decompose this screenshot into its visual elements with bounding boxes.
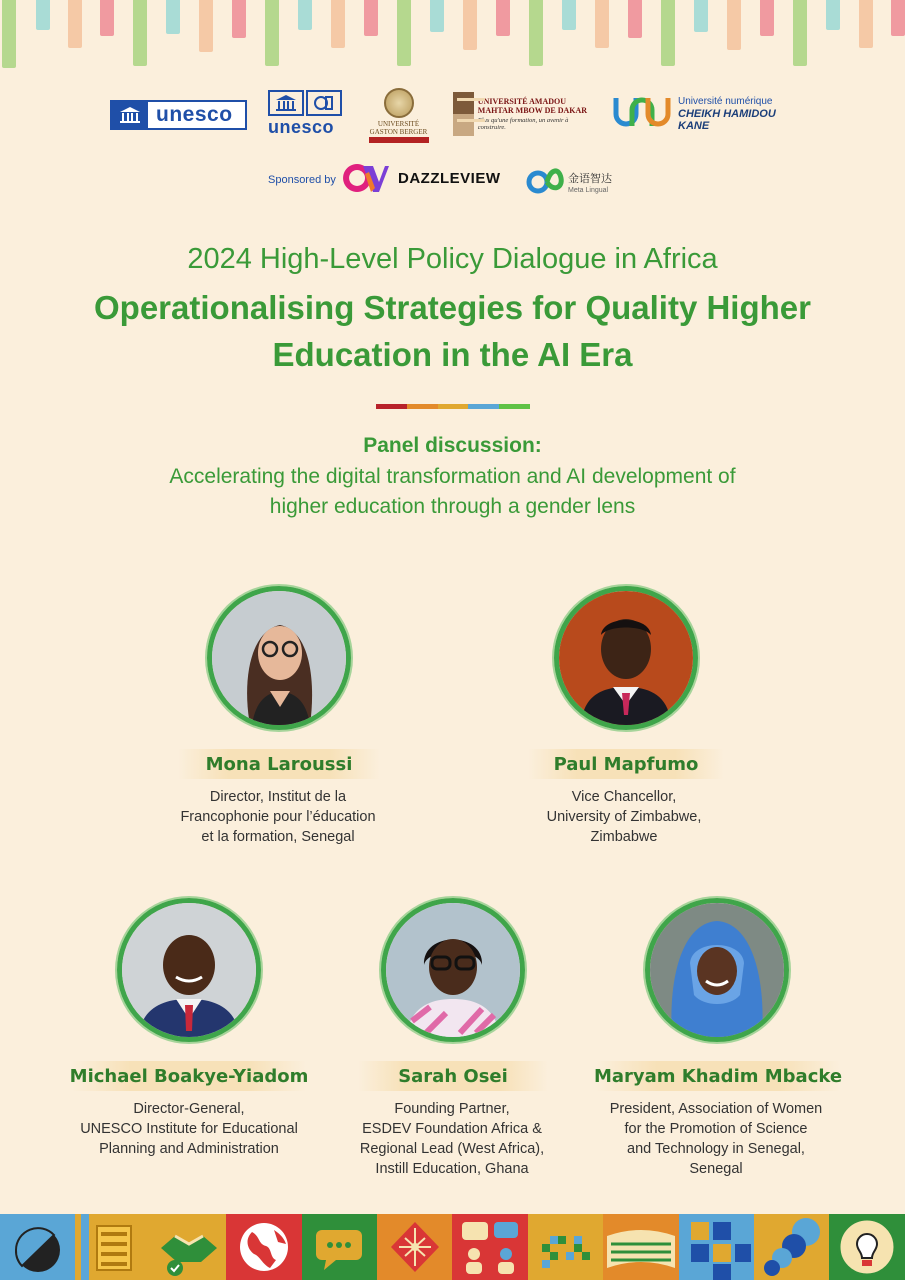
- speaker-role-line: Founding Partner,: [394, 1101, 510, 1117]
- metalingual-mark-icon: [526, 162, 566, 196]
- speaker-role-line: and Technology in Senegal,: [627, 1141, 805, 1157]
- speaker-role: [328, 1099, 576, 1179]
- speaker-role-line: Francophonie pour l’éducation: [180, 809, 376, 825]
- speaker-role: [160, 787, 396, 847]
- speaker-role-line: Director-General,: [133, 1101, 245, 1117]
- speaker-role-line: Planning and Administration: [99, 1141, 279, 1157]
- event-title-line2: Education in the AI Era: [272, 336, 633, 373]
- ucad-name: UNIVERSITÉ AMADOU MAHTAR MBOW DE DAKAR: [477, 97, 588, 115]
- speaker-name: Michael Boakye-Yiadom: [69, 1065, 309, 1087]
- speaker-name: Maryam Khadim Mbacke: [593, 1065, 843, 1087]
- speaker-name-band: [528, 749, 724, 779]
- unesco-temple-icon: [112, 102, 148, 128]
- speaker-name-band: [358, 1061, 548, 1091]
- uncam-logo: [612, 94, 782, 134]
- pixel-icon: [528, 1214, 603, 1280]
- speaker-name-band: [69, 1061, 309, 1091]
- speaker-role: [588, 1099, 844, 1179]
- telescope-icon: [754, 1214, 829, 1280]
- speaker-role-line: Vice Chancellor,: [571, 789, 677, 805]
- speaker-role-line: University of Zimbabwe,: [546, 809, 702, 825]
- metalingual-cn: 金语智达: [568, 173, 612, 185]
- speaker-role-line: Instill Education, Ghana: [375, 1161, 529, 1177]
- speaker-role-line: President, Association of Women: [609, 1101, 823, 1117]
- speaker-name: Paul Mapfumo: [553, 753, 699, 775]
- speaker-role-line: Director, Institut de la: [209, 789, 347, 805]
- panel-heading: Panel discussion:: [363, 434, 542, 457]
- speaker-name-band: [593, 1061, 843, 1091]
- speaker-role: [506, 787, 742, 847]
- book-icon: [603, 1214, 678, 1280]
- speaker-name: Sarah Osei: [398, 1065, 508, 1087]
- bottom-icon-strip: [0, 1214, 905, 1280]
- uncam-mark-icon: [612, 92, 674, 137]
- speaker-role-line: Regional Lead (West Africa),: [359, 1141, 545, 1157]
- ugb-name: UNIVERSITÉ GASTON BERGER: [369, 120, 428, 136]
- panel-topic-line1: Accelerating the digital transformation and AI development of: [169, 465, 736, 488]
- speaker-role-line: et la formation, Senegal: [201, 829, 355, 845]
- ucad-logo: [453, 90, 593, 138]
- iiep-emblem-icon: [306, 90, 342, 116]
- metalingual-en: Meta Lingual: [568, 187, 609, 194]
- speaker-role-line: Zimbabwe: [590, 829, 658, 845]
- top-stripes-decoration: [0, 0, 905, 70]
- lightbulb-icon: [829, 1214, 904, 1280]
- sponsor-row: [268, 158, 628, 198]
- speaker-role-line: UNESCO Institute for Educational: [80, 1121, 298, 1137]
- people-chat-icon: [452, 1214, 527, 1280]
- speaker-role-line: Senegal: [689, 1161, 743, 1177]
- speaker-role-line: for the Promotion of Science: [624, 1121, 808, 1137]
- speaker-name: Mona Laroussi: [205, 753, 353, 775]
- unesco-wordmark: unesco: [268, 117, 335, 137]
- panel-topic: [0, 462, 905, 522]
- puzzle-icon: [679, 1214, 754, 1280]
- accent-color-bar: [376, 404, 530, 409]
- dazzleview-mark-icon: [343, 160, 389, 196]
- sponsored-by-label: Sponsored by: [268, 174, 336, 186]
- document-icon: [75, 1214, 150, 1280]
- half-circle-icon: [0, 1214, 75, 1280]
- ucad-tagline: Plus qu'une formation, un avenir à construire.: [477, 117, 569, 131]
- speaker-role: [58, 1099, 320, 1159]
- speaker-photo: [117, 898, 261, 1042]
- dazzleview-name: DAZZLEVIEW: [398, 170, 501, 187]
- event-title-line1: Operationalising Strategies for Quality Higher: [94, 289, 811, 326]
- ugb-logo: [366, 88, 431, 143]
- speaker-photo: [554, 586, 698, 730]
- speaker-name-band: [178, 749, 380, 779]
- circuit-icon: [377, 1214, 452, 1280]
- chat-icon: [302, 1214, 377, 1280]
- globe-icon: [226, 1214, 301, 1280]
- event-title: [0, 284, 905, 378]
- panel-topic-line2: higher education through a gender lens: [269, 495, 636, 518]
- unesco-iiep-logo: [268, 90, 348, 142]
- event-subtitle: 2024 High-Level Policy Dialogue in Africa: [187, 243, 718, 275]
- unesco-logo: [110, 100, 247, 130]
- speaker-role-line: ESDEV Foundation Africa &: [362, 1121, 542, 1137]
- handshake-icon: [151, 1214, 226, 1280]
- ucad-building-icon: [453, 92, 474, 136]
- uncam-line2: CHEIKH HAMIDOU KANE: [678, 108, 776, 132]
- uncam-line1: Université numérique: [678, 96, 773, 107]
- speaker-photo: [645, 898, 789, 1042]
- unesco-wordmark: unesco: [156, 103, 233, 126]
- speaker-photo: [207, 586, 351, 730]
- ugb-seal-icon: [384, 88, 414, 118]
- speaker-photo: [381, 898, 525, 1042]
- partner-logos: [0, 88, 905, 143]
- unesco-temple-icon: [268, 90, 304, 116]
